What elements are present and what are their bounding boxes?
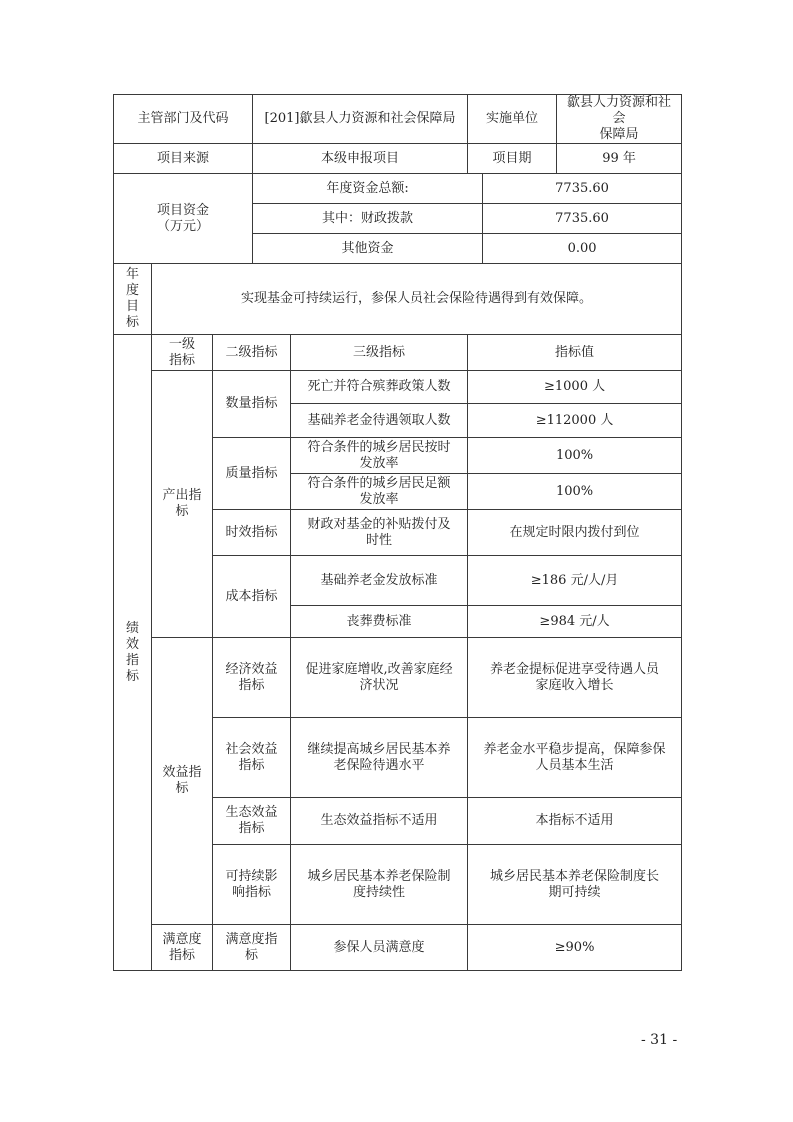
impl-value: 歙县人力资源和社会 保障局 bbox=[557, 95, 682, 144]
source-row bbox=[114, 144, 682, 174]
table-row bbox=[114, 638, 682, 718]
eco-label: 生态效益 指标 bbox=[213, 798, 291, 845]
table-row bbox=[114, 371, 682, 404]
satisfaction-sub-label: 满意度指 标 bbox=[213, 925, 291, 971]
funds-fiscal-value: 7735.60 bbox=[483, 204, 682, 234]
col-level2: 二级指标 bbox=[213, 335, 291, 371]
sustain-label: 可持续影 响指标 bbox=[213, 845, 291, 925]
funds-label: 项目资金 （万元） bbox=[114, 174, 253, 264]
funds-fiscal-label: 其中：财政拨款 bbox=[253, 204, 483, 234]
funds-other-label: 其他资金 bbox=[253, 234, 483, 264]
dept-label: 主管部门及代码 bbox=[114, 95, 253, 144]
social-name: 继续提高城乡居民基本养 老保险待遇水平 bbox=[291, 718, 468, 798]
quantity-label: 数量指标 bbox=[213, 371, 291, 438]
source-label: 项目来源 bbox=[114, 144, 253, 174]
econ-value: 养老金提标促进享受待遇人员 家庭收入增长 bbox=[468, 638, 682, 718]
output-label: 产出指 标 bbox=[152, 371, 213, 638]
social-value: 养老金水平稳步提高，保障参保 人员基本生活 bbox=[468, 718, 682, 798]
page-number: - 31 - bbox=[641, 1032, 678, 1048]
econ-name: 促进家庭增收,改善家庭经 济状况 bbox=[291, 638, 468, 718]
q2-value: ≥112000 人 bbox=[468, 404, 682, 438]
satisfaction-label: 满意度 指标 bbox=[152, 925, 213, 971]
performance-table bbox=[113, 94, 682, 971]
time-label: 时效指标 bbox=[213, 510, 291, 556]
goal-row bbox=[114, 264, 682, 335]
source-value: 本级申报项目 bbox=[253, 144, 468, 174]
funds-total-label: 年度资金总额: bbox=[253, 174, 483, 204]
ql1-name: 符合条件的城乡居民按时 发放率 bbox=[291, 438, 468, 474]
dept-value: [201]歙县人力资源和社会保障局 bbox=[253, 95, 468, 144]
col-level1: 一级 指标 bbox=[152, 335, 213, 371]
sustain-value: 城乡居民基本养老保险制度长 期可持续 bbox=[468, 845, 682, 925]
c1-name: 基础养老金发放标准 bbox=[291, 556, 468, 606]
period-label: 项目期 bbox=[468, 144, 557, 174]
q1-name: 死亡并符合殡葬政策人数 bbox=[291, 371, 468, 404]
funds-other-value: 0.00 bbox=[483, 234, 682, 264]
c1-value: ≥186 元/人/月 bbox=[468, 556, 682, 606]
col-level3: 三级指标 bbox=[291, 335, 468, 371]
funds-total-value: 7735.60 bbox=[483, 174, 682, 204]
ql2-value: 100% bbox=[468, 474, 682, 510]
eco-name: 生态效益指标不适用 bbox=[291, 798, 468, 845]
quality-label: 质量指标 bbox=[213, 438, 291, 510]
dept-row bbox=[114, 95, 682, 144]
cost-label: 成本指标 bbox=[213, 556, 291, 638]
c2-name: 丧葬费标准 bbox=[291, 606, 468, 638]
table-row bbox=[114, 925, 682, 971]
ql1-value: 100% bbox=[468, 438, 682, 474]
t1-value: 在规定时限内拨付到位 bbox=[468, 510, 682, 556]
social-label: 社会效益 指标 bbox=[213, 718, 291, 798]
period-value: 99 年 bbox=[557, 144, 682, 174]
satisfaction-value: ≥90% bbox=[468, 925, 682, 971]
indicator-group-label: 绩 效 指 标 bbox=[114, 335, 152, 971]
eco-value: 本指标不适用 bbox=[468, 798, 682, 845]
funds-total-row bbox=[114, 174, 682, 204]
q2-name: 基础养老金待遇领取人数 bbox=[291, 404, 468, 438]
indicator-header-row bbox=[114, 335, 682, 371]
col-value: 指标值 bbox=[468, 335, 682, 371]
q1-value: ≥1000 人 bbox=[468, 371, 682, 404]
benefit-label: 效益指 标 bbox=[152, 638, 213, 925]
econ-label: 经济效益 指标 bbox=[213, 638, 291, 718]
c2-value: ≥984 元/人 bbox=[468, 606, 682, 638]
goal-text: 实现基金可持续运行，参保人员社会保险待遇得到有效保障。 bbox=[152, 264, 682, 335]
ql2-name: 符合条件的城乡居民足额 发放率 bbox=[291, 474, 468, 510]
impl-label: 实施单位 bbox=[468, 95, 557, 144]
satisfaction-name: 参保人员满意度 bbox=[291, 925, 468, 971]
t1-name: 财政对基金的补贴拨付及 时性 bbox=[291, 510, 468, 556]
sustain-name: 城乡居民基本养老保险制 度持续性 bbox=[291, 845, 468, 925]
goal-label: 年 度 目 标 bbox=[114, 264, 152, 335]
